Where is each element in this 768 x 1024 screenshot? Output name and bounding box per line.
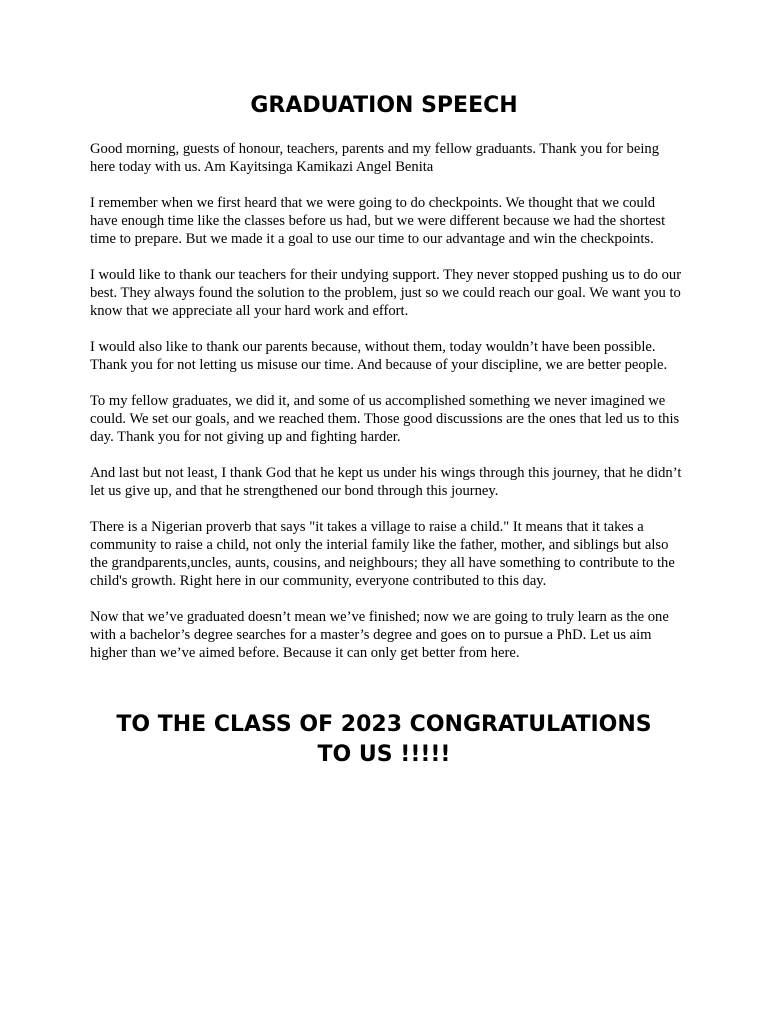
document-title: GRADUATION SPEECH [250,93,518,118]
closing-line: TO THE CLASS OF 2023 CONGRATULATIONS TO US !!!!! [116,712,652,767]
paragraph-graduates: To my fellow graduates, we did it, and some of us accomplished something we never imagined we could. We set our goals, and we reached them. Those good discussions are the ones that led us to this day. Thank you for not giving up and fighting harder. [90,393,680,445]
paragraph-parents: I would also like to thank our parents because, without them, today wouldn’t have been possible. Thank you for not letting us misuse our time. And because of your discipline, we are better people. [90,339,668,373]
paragraph-teachers: I would like to thank our teachers for their undying support. They never stopped pushing us to do our best. They always found the solution to the problem, just so we could reach our goal. We want you to know that we appreciate all your hard work and effort. [90,267,682,319]
paragraph-checkpoints: I remember when we first heard that we were going to do checkpoints. We thought that we could have enough time like the classes before us had, but we were different because we had the shortest time to prepare. But we made it a goal to use our time to our advantage and win the checkpoints. [90,195,666,247]
paragraph-god: And last but not least, I thank God that he kept us under his wings through this journey, that he didn’t let us give up, and that he strengthened our bond through this journey. [90,465,682,499]
paragraph-future: Now that we’ve graduated doesn’t mean we’ve finished; now we are going to truly learn as the one with a bachelor’s degree searches for a master’s degree and goes on to pursue a PhD. Let us aim higher than we’ve aimed before. Because it can only get better from here. [90,609,669,661]
paragraph-proverb: There is a Nigerian proverb that says "it takes a village to raise a child." It means that it takes a community to raise a child, not only the interial family like the father, mother, and siblings but also the grandparents,uncles, aunts, cousins, and neighbours; they all have something to contribute to the child's growth. Right here in our community, everyone contributed to this day. [90,519,675,589]
paragraph-greeting: Good morning, guests of honour, teachers, parents and my fellow graduants. Thank you for being here today with us. Am Kayitsinga Kamikazi Angel Benita [90,141,659,175]
speech-body [90,140,682,680]
